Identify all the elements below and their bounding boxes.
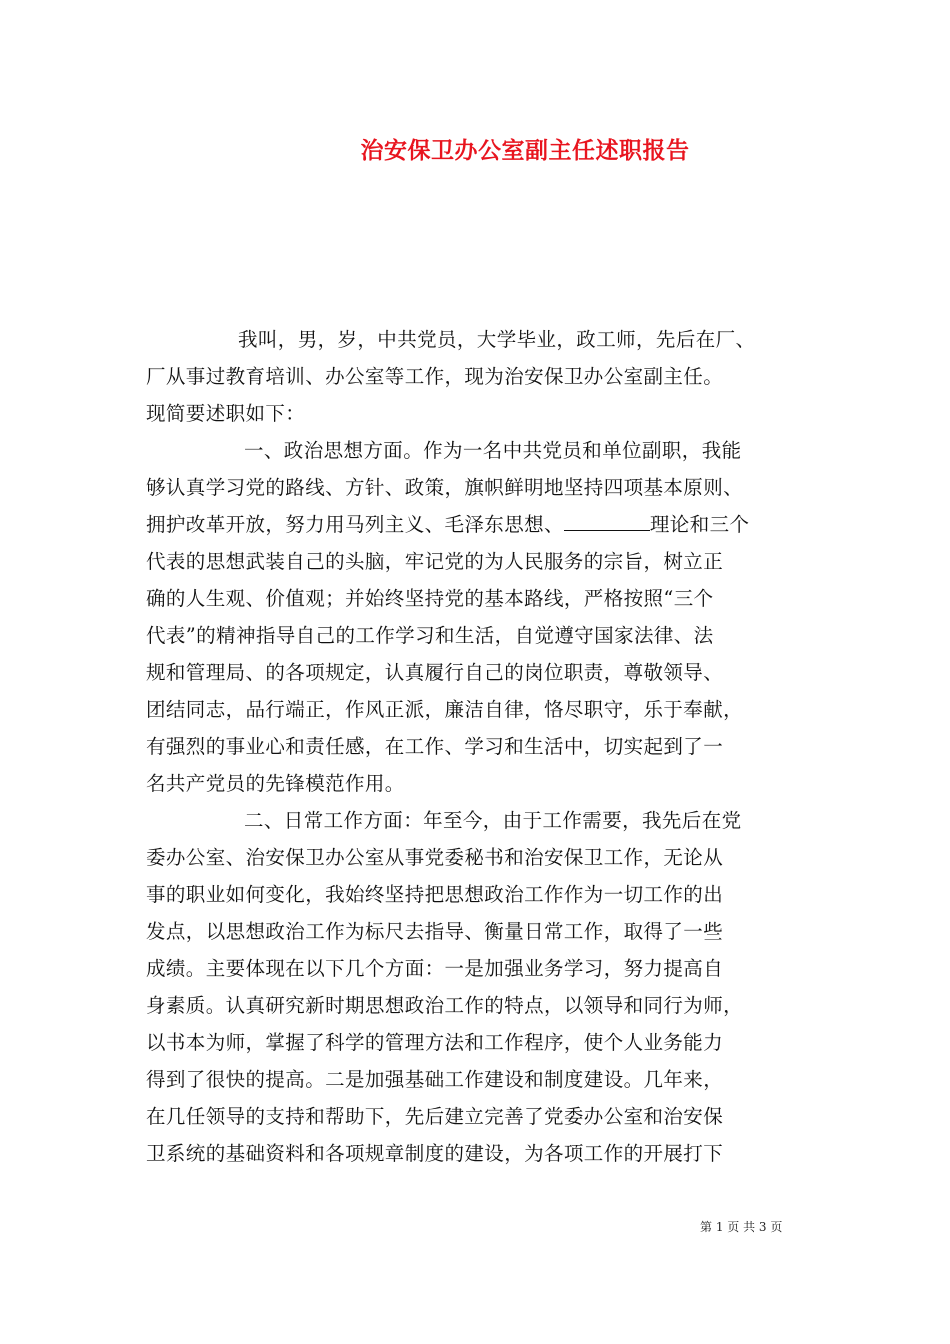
body-line: 规和管理局、的各项规定，认真履行自己的岗位职责，尊敬领导、 [146,661,724,684]
body-line: 够认真学习党的路线、方针、政策，旗帜鲜明地坚持四项基本原则、 [146,476,744,499]
body-line-text: 拥护改革开放，努力用马列主义、毛泽东思想、 [146,513,564,536]
document-title: 治安保卫办公室副主任述职报告 [360,137,690,164]
body-line: 在几任领导的支持和帮助下，先后建立完善了党委办公室和治安保 [146,1105,724,1128]
body-line: 有强烈的事业心和责任感，在工作、学习和生活中，切实起到了一 [146,735,724,758]
body-line [146,512,749,538]
body-line: 代表”的精神指导自己的工作学习和生活，自觉遵守国家法律、法 [146,624,714,647]
body-line: 发点，以思想政治工作为标尺去指导、衡量日常工作，取得了一些 [146,920,724,943]
body-line: 团结同志，品行端正，作风正派，廉洁自律，恪尽职守，乐于奉献， [146,698,744,721]
body-line: 得到了很快的提高。二是加强基础工作建设和制度建设。几年来， [146,1068,724,1091]
page-footer: 第 1 页 共 3 页 [700,1220,783,1234]
body-line: 一、政治思想方面。作为一名中共党员和单位副职，我能 [244,439,742,462]
body-line: 成绩。主要体现在以下几个方面：一是加强业务学习，努力提高自 [146,957,724,980]
blank-underline [564,512,650,531]
body-line: 我叫，男，岁，中共党员，大学毕业，政工师，先后在厂、 [238,328,756,351]
body-line: 事的职业如何变化，我始终坚持把思想政治工作作为一切工作的出 [146,883,724,906]
body-line: 确的人生观、价值观；并始终坚持党的基本路线，严格按照“三个 [146,587,714,610]
body-line-text: 理论和三个 [649,513,750,536]
body-line: 以书本为师，掌握了科学的管理方法和工作程序，使个人业务能力 [146,1031,724,1054]
body-line: 卫系统的基础资料和各项规章制度的建设，为各项工作的开展打下 [146,1142,724,1165]
body-line: 二、日常工作方面：年至今，由于工作需要，我先后在党 [244,809,742,832]
body-line: 委办公室、治安保卫办公室从事党委秘书和治安保卫工作，无论从 [146,846,724,869]
body-line: 现简要述职如下： [146,402,306,425]
body-line: 名共产党员的先锋模范作用。 [146,772,405,795]
body-line: 身素质。认真研究新时期思想政治工作的特点，以领导和同行为师， [146,994,744,1017]
body-line: 厂从事过教育培训、办公室等工作，现为治安保卫办公室副主任。 [146,365,724,388]
body-line: 代表的思想武装自己的头脑，牢记党的为人民服务的宗旨，树立正 [146,550,724,573]
